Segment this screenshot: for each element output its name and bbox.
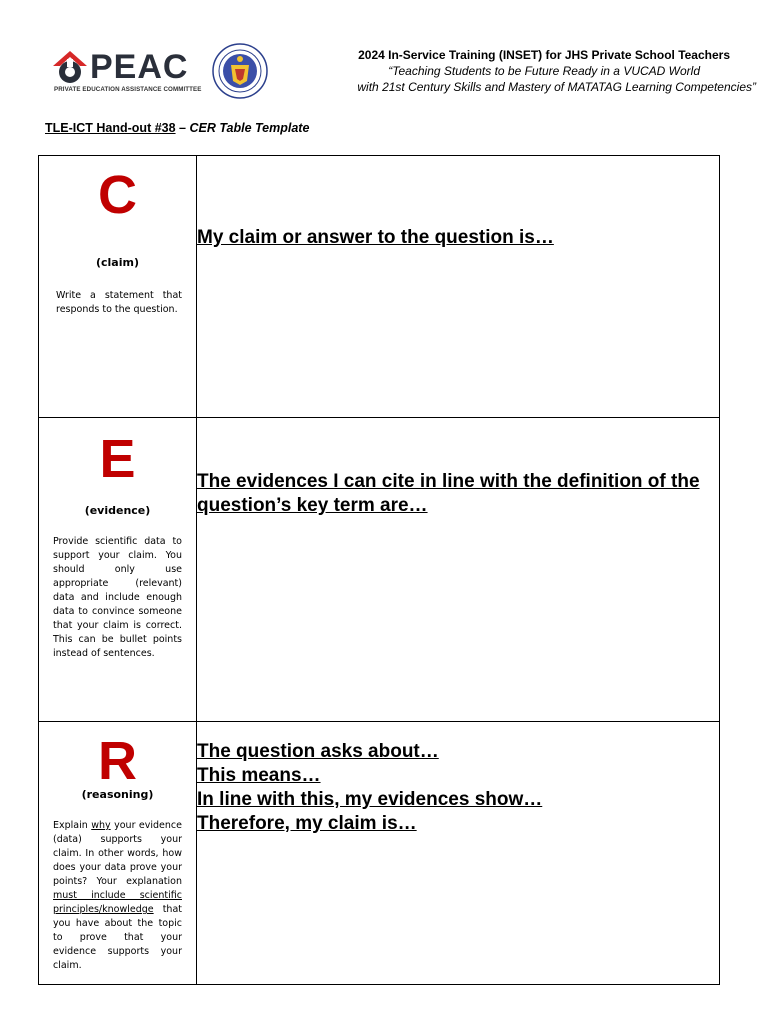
claim-prompt: My claim or answer to the question is… — [197, 227, 554, 248]
handout-code: TLE-ICT Hand-out #38 — [45, 121, 176, 135]
reasoning-prompt-line-3: In line with this, my evidences show… — [197, 789, 543, 810]
cer-table — [38, 155, 720, 985]
evidence-label: (evidence) — [84, 504, 151, 517]
evidence-row — [39, 418, 720, 722]
handout-title — [45, 121, 309, 135]
reasoning-label: (reasoning) — [81, 788, 154, 801]
reasoning-description — [53, 819, 182, 973]
claim-description: Write a statement that responds to the question. — [56, 290, 182, 315]
reasoning-desc-part-1: Explain — [53, 820, 92, 831]
training-subtitle-line-2: with 21st Century Skills and Mastery of MATATAG Learning Competencies” — [357, 80, 756, 94]
reasoning-desc-part-3: that you have about the topic to prove that your evidence supports your claim. — [53, 904, 182, 971]
claim-response-cell[interactable] — [197, 156, 720, 418]
training-info — [316, 47, 756, 95]
reasoning-desc-emphasis-principles: must include scientific principles/knowledge — [53, 890, 182, 915]
evidence-response-cell[interactable] — [197, 418, 720, 722]
reasoning-row — [39, 722, 720, 985]
evidence-letter: E — [99, 429, 136, 489]
reasoning-desc-part-2: your evidence (data) supports your claim. In other words, how does your data prove your points? Your explanation — [53, 820, 182, 887]
reasoning-prompt-line-4: Therefore, my claim is… — [197, 813, 417, 834]
claim-guide-cell — [39, 156, 197, 418]
reasoning-prompt-line-2: This means… — [197, 765, 321, 786]
reasoning-guide-cell — [39, 722, 197, 985]
reasoning-letter: R — [98, 731, 137, 791]
document-header — [0, 0, 768, 110]
peac-logo — [52, 46, 202, 96]
reasoning-prompt-line-1: The question asks about… — [197, 741, 439, 762]
peac-emblem-icon — [52, 50, 88, 84]
peac-subtitle: PRIVATE EDUCATION ASSISTANCE COMMITTEE — [54, 86, 202, 93]
training-title: 2024 In-Service Training (INSET) for JHS Private School Teachers — [358, 48, 730, 62]
evidence-description: Provide scientific data to support your claim. You should only use appropriate (relevant) data and include enough data to convince someone that your claim is correct. This can be bullet points instead of sentences. — [53, 536, 182, 659]
evidence-guide-cell — [39, 418, 197, 722]
peac-wordmark: PEAC — [90, 48, 189, 86]
deped-seal-icon — [212, 43, 268, 99]
handout-name: CER Table Template — [189, 121, 310, 135]
training-subtitle-line-1: “Teaching Students to be Future Ready in a VUCAD World — [388, 64, 700, 78]
claim-label: (claim) — [95, 256, 139, 269]
reasoning-response-cell[interactable] — [197, 722, 720, 985]
evidence-prompt: The evidences I can cite in line with the definition of the question’s key term are… — [197, 471, 700, 516]
claim-row — [39, 156, 720, 418]
claim-letter: C — [98, 165, 137, 225]
handout-separator: – — [175, 121, 190, 135]
reasoning-desc-emphasis-why: why — [91, 820, 111, 831]
